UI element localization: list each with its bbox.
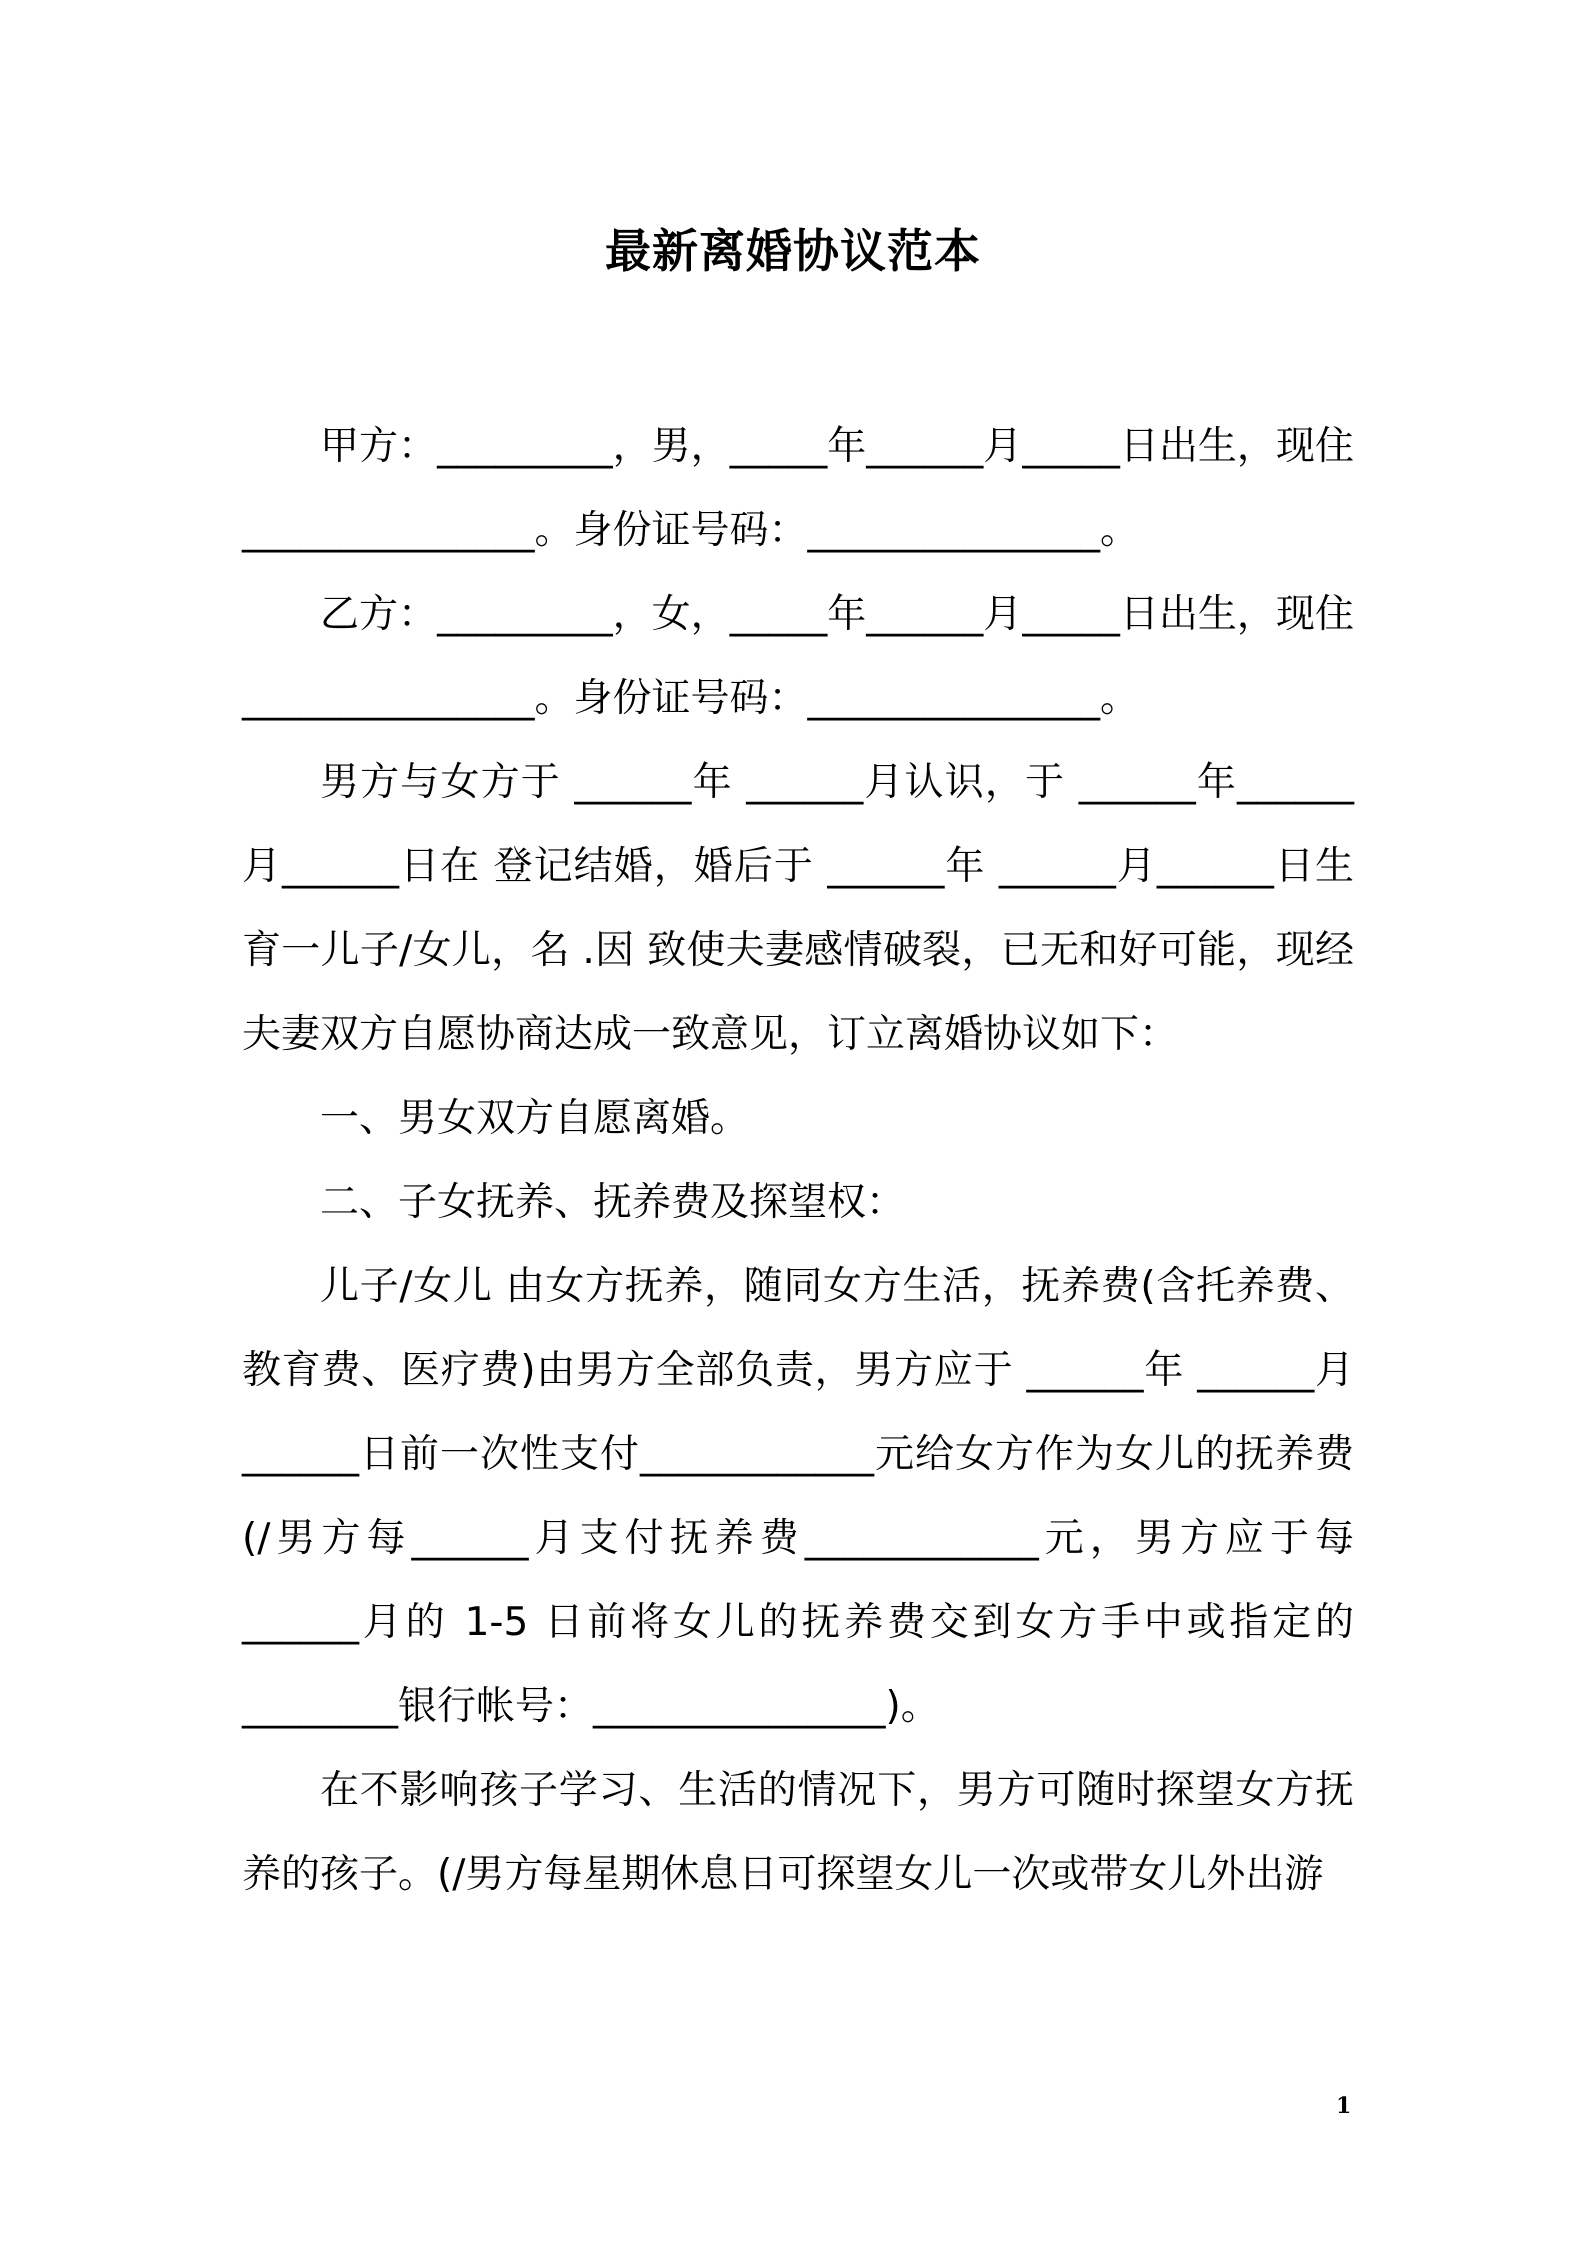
marriage-background-paragraph: 男方与女方于 ______年 ______月认识，于 ______年______月______日在 登记结婚，婚后于 ______年 ______月______日生育一儿子/女儿，名 .因 致使夫妻感情破裂，已无和好可能，现经夫妻双方自愿协商达成一致意见，订立离婚协议如下：: [242, 760, 1354, 1057]
document-body: [242, 405, 1354, 1917]
party-a-paragraph: 甲方：_________，男，_____年______月_____日出生，现住_______________。身份证号码：_______________。: [242, 424, 1354, 553]
document-title: 最新离婚协议范本: [605, 224, 981, 278]
clause-1-heading: 一、男女双方自愿离婚。: [320, 1096, 750, 1141]
clause-2-heading: 二、子女抚养、抚养费及探望权：: [320, 1180, 906, 1225]
party-b-paragraph: 乙方：_________，女，_____年______月_____日出生，现住_______________。身份证号码：_______________。: [242, 592, 1354, 721]
visitation-paragraph: 在不影响孩子学习、生活的情况下，男方可随时探望女方抚养的孩子。(/男方每星期休息日可探望女儿一次或带女儿外出游: [242, 1768, 1354, 1897]
page-number: 1: [1336, 2093, 1352, 2119]
child-support-paragraph: 儿子/女儿 由女方抚养，随同女方生活，抚养费(含托养费、教育费、医疗费)由男方全部负责，男方应于 ______年 ______月______日前一次性支付____________元给女方作为女儿的抚养费(/男方每______月支付抚养费____________元，男方应于每______月的 1-5 日前将女儿的抚养费交到女方手中或指定的________银行帐号：_______________)。: [242, 1264, 1354, 1729]
